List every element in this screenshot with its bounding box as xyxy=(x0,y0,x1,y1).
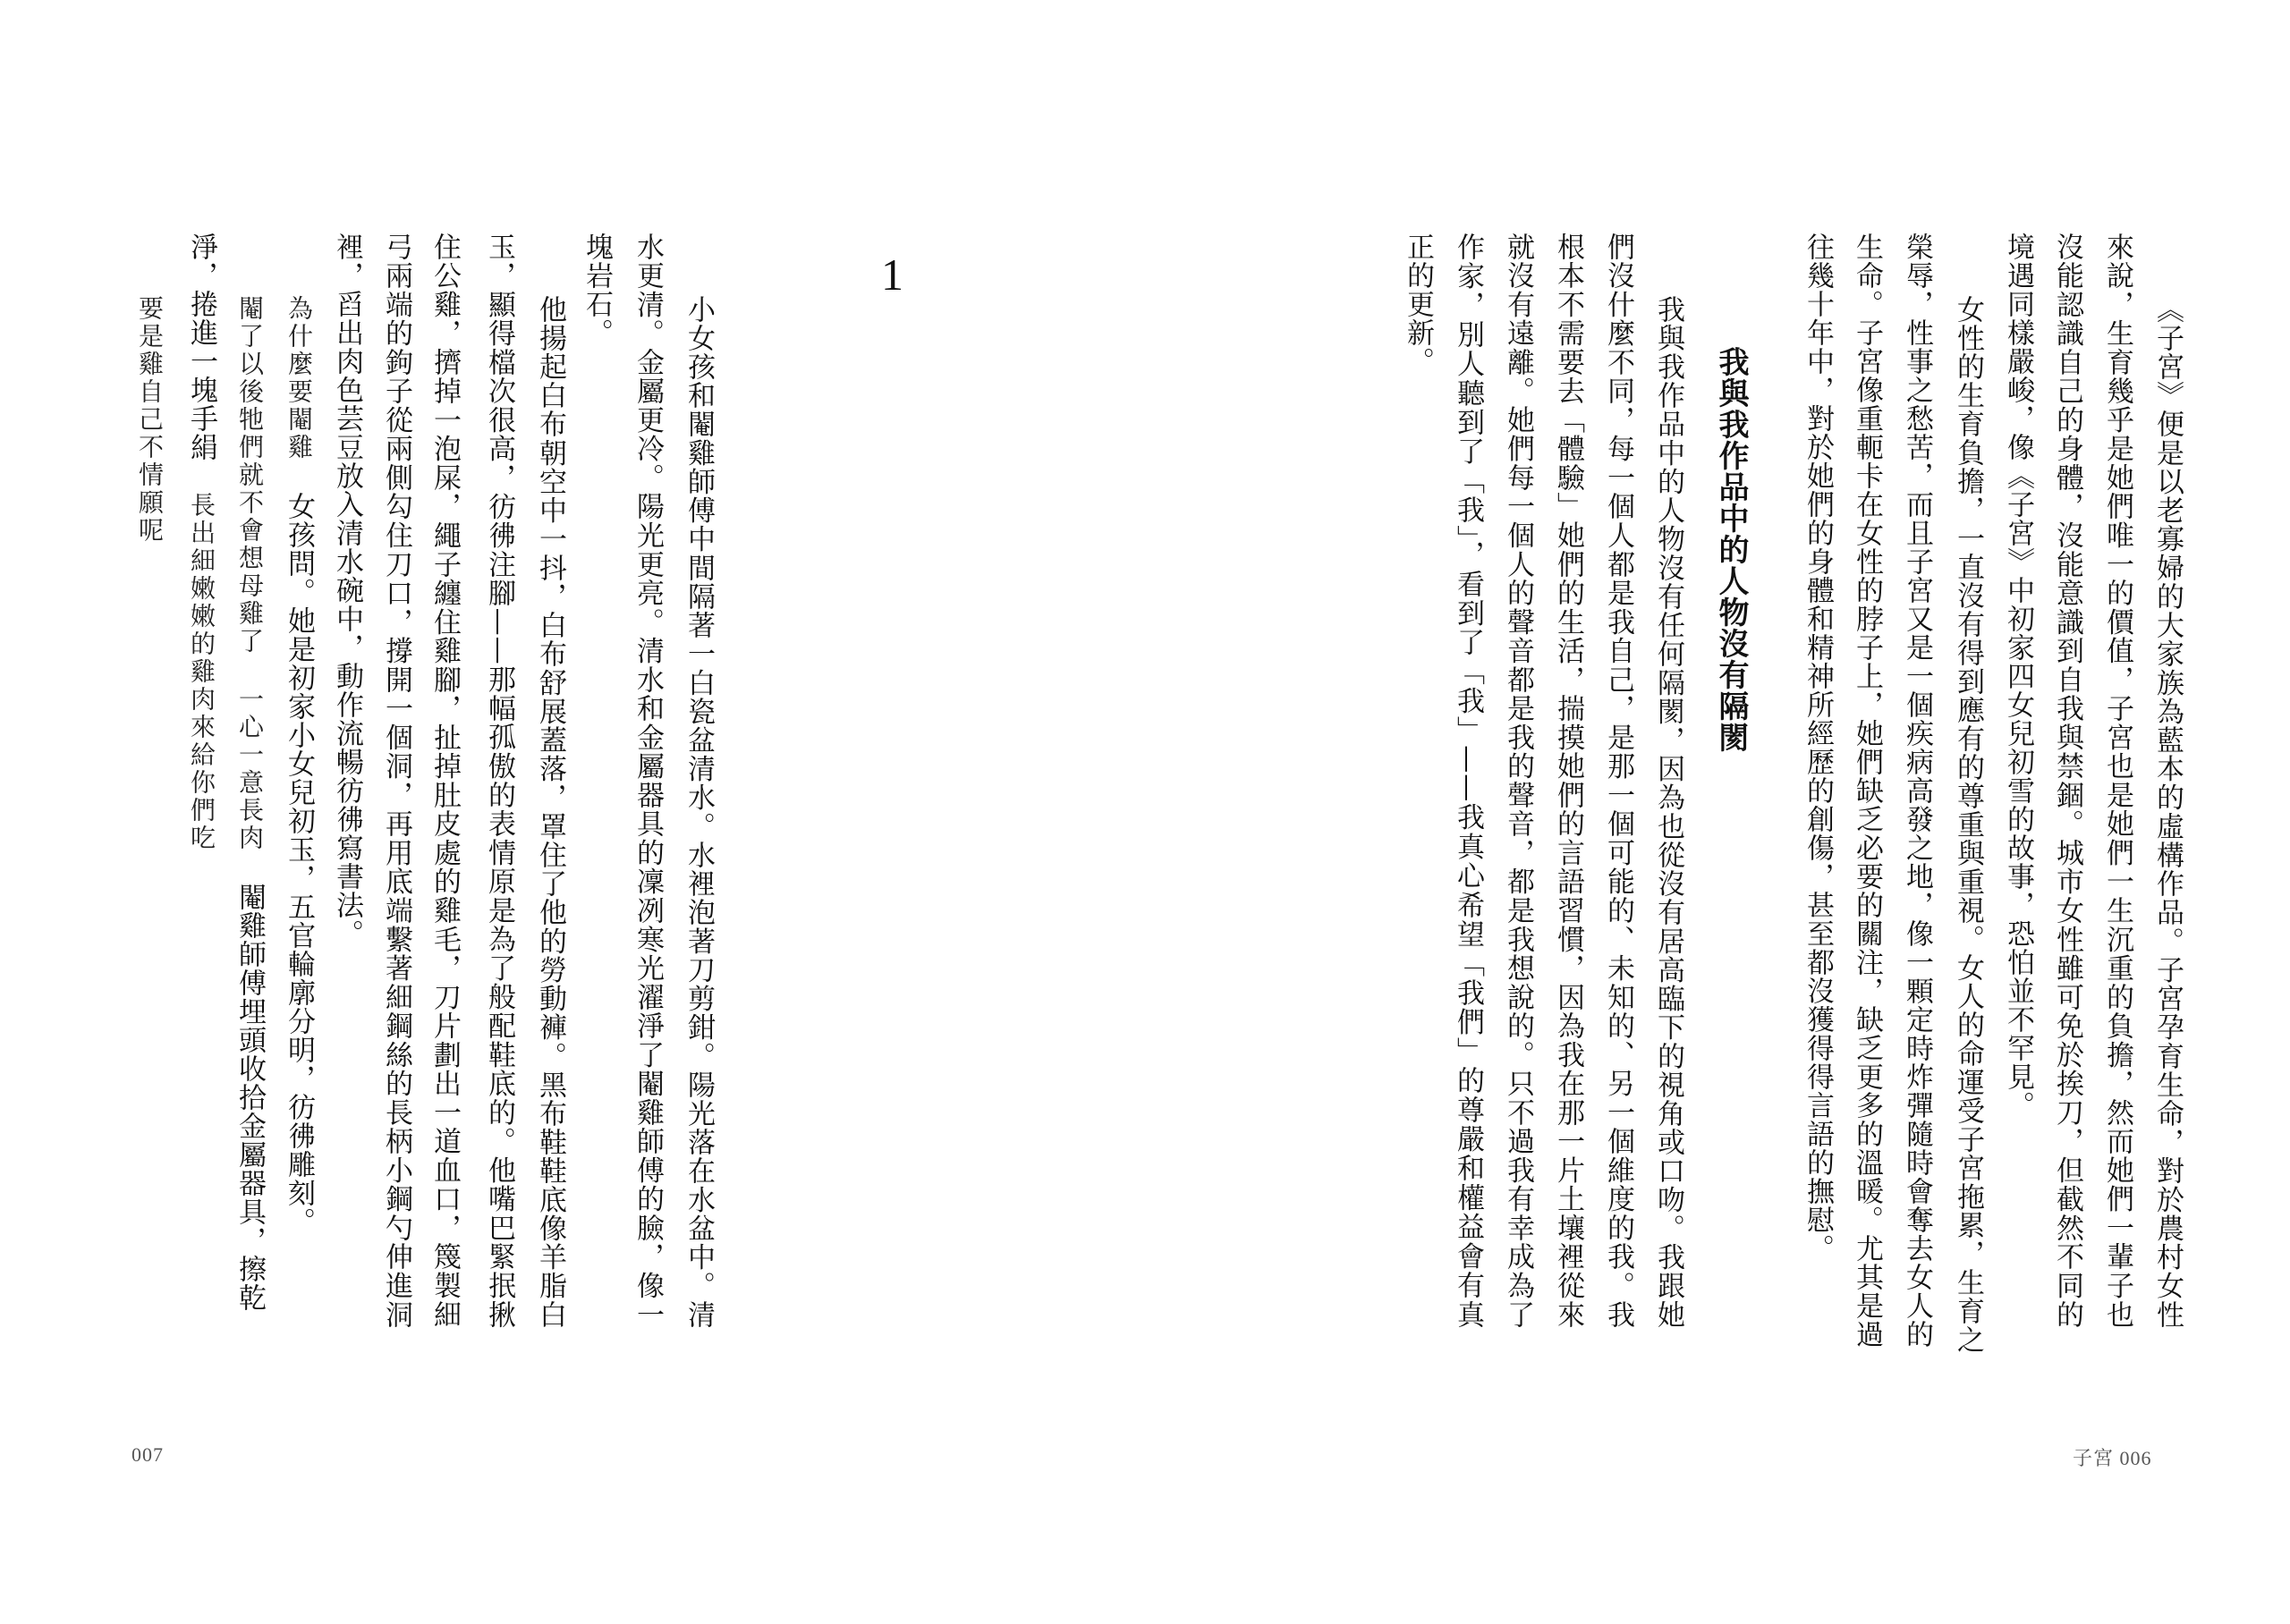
dialogue-column xyxy=(281,233,317,1329)
text-column: 榮辱，性事之愁苦，而且子宮又是一個疾病高發之地，像一顆定時炸彈隨時會奪去女人的 xyxy=(1901,233,1933,1349)
text-column: 往幾十年中，對於她們的身體和精神所經歷的創傷，甚至都沒獲得得言語的撫慰。 xyxy=(1802,233,1834,1263)
text-column: 就沒有遠離。她們每一個人的聲音都是我的聲音，都是我想說的。只不過我有幸成為了 xyxy=(1502,233,1534,1329)
dialogue-column xyxy=(183,233,219,1329)
text-column: 小女孩和閹雞師傅中間隔著一白瓷盆清水。水裡泡著刀剪鉗。陽光落在水盆中。清 xyxy=(683,295,715,1329)
text-column: 水更清。金屬更冷。陽光更亮。清水和金屬器具的凜冽寒光濯淨了閹雞師傅的臉，像一 xyxy=(632,233,664,1329)
text-column: 玉，顯得檔次很高，彷彿注腳——那幅孤傲的表情原是為了般配鞋底的。他嘴巴緊抿揪 xyxy=(483,233,515,1329)
text-column: 弓兩端的鉤子從兩側勾住刀口，撐開一個洞，再用底端繫著細鋼絲的長柄小鋼勺伸進洞 xyxy=(380,233,412,1329)
dialogue-line: 要是雞自己不情願呢 xyxy=(135,295,165,545)
text-column: 塊岩石。 xyxy=(581,233,613,347)
text-column: 境遇同樣嚴峻，像《子宮》中初家四女兒初雪的故事，恐怕並不罕見。 xyxy=(2002,233,2034,1120)
narration: 閹雞師傅埋頭收拾金屬器具，擦乾 xyxy=(233,883,266,1312)
text-column: 我與我作品中的人物沒有任何隔閡，因為也從沒有居高臨下的視角或口吻。我跟她 xyxy=(1652,295,1684,1329)
dialogue-line: 為什麼要閹雞 xyxy=(284,295,314,461)
page-number: 006 xyxy=(2119,1447,2152,1469)
running-title: 子宮 xyxy=(2073,1447,2115,1469)
text-column: 作家，別人聽到了「我」，看到了「我」——我真心希望「我們」的尊嚴和權益會有真 xyxy=(1452,233,1484,1329)
text-column: 住公雞，擠掉一泡屎，繩子纏住雞腳，扯掉肚皮處的雞毛，刀片劃出一道血口，篾製細 xyxy=(428,233,461,1329)
text-column: 他揚起白布朝空中一抖，白布舒展蓋落，罩住了他的勞動褲。黑布鞋鞋底像羊脂白 xyxy=(534,295,566,1329)
dialogue-column xyxy=(232,233,267,1329)
text-column: 們沒什麼不同，每一個人都是我自己，是那一個可能的、未知的、另一個維度的我。我 xyxy=(1602,233,1634,1329)
narration: 女孩問。她是初家小女兒初玉，五官輪廓分明，彷彿雕刻。 xyxy=(283,492,315,1236)
text-column: 來說，生育幾乎是她們唯一的價值，子宮也是她們一生沉重的負擔，然而她們一輩子也 xyxy=(2101,233,2133,1329)
section-heading: 我與我作品中的人物沒有隔閡 xyxy=(1713,346,1749,753)
dialogue-column xyxy=(131,233,167,1329)
dialogue-line: 閹了以後牠們就不會想母雞了 xyxy=(235,295,265,656)
chapter-number: 1 xyxy=(881,250,903,300)
text-column: 根本不需要去「體驗」她們的生活，揣摸她們的言語習慣，因為我在那一片土壤裡從來 xyxy=(1552,233,1584,1329)
text-column: 女性的生育負擔，一直沒有得到應有的尊重與重視。女人的命運受子宮拖累，生育之 xyxy=(1952,295,1984,1354)
text-column: 《子宮》便是以老寡婦的大家族為藍本的虛構作品。子宮孕育生命，對於農村女性 xyxy=(2151,295,2184,1329)
dialogue-line: 一心一意長肉 xyxy=(235,686,265,852)
text-column: 沒能認識自己的身體，沒能意識到自我與禁錮。城市女性雖可免於挨刀，但截然不同的 xyxy=(2051,233,2083,1329)
page-footer xyxy=(2073,1443,2152,1471)
page-number: 007 xyxy=(131,1443,164,1466)
narration: 淨，捲進一塊手絹 xyxy=(185,233,217,461)
dialogue-line: 長出細嫩嫩的雞肉來給你們吃 xyxy=(187,492,216,852)
text-column: 裡，舀出肉色芸豆放入清水碗中，動作流暢彷彿寫書法。 xyxy=(331,233,363,948)
text-column: 生命。子宮像重軛卡在女性的脖子上，她們缺乏必要的關注，缺乏更多的溫暖。尤其是過 xyxy=(1851,233,1883,1349)
right-page xyxy=(1145,0,2290,1624)
text-column: 正的更新。 xyxy=(1402,233,1434,376)
